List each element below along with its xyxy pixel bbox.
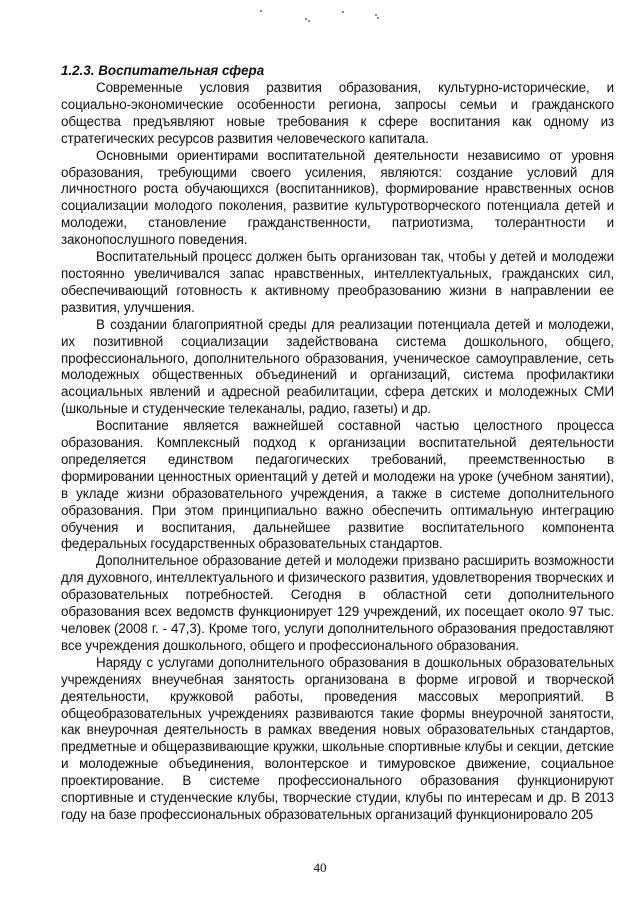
paragraph-7: Наряду с услугами дополнительного образования в дошкольных образовательных учреждениях внеучебная занятость организована в форме игровой и творческой деятельности, кружковой работы, проведения массовых мероприятий. В общеобразовательных учреждениях развиваются такие формы внеурочной занятости, как внеурочная деятельность в рамках введения новых образовательных стандартов, предметные и общеразвивающие кружки, школьные спортивные клубы и секции, детские и молодежные объединения, волонтерское и тимуровское движение, социальное проектирование. В системе профессионального образования функционируют спортивные и студенческие клубы, творческие студии, клубы по интересам и др. В 2013 году на базе профессиональных образовательных организаций функционировало 205 xyxy=(61,654,614,822)
paragraph-4: В создании благоприятной среды для реализации потенциала детей и молодежи, их позитивной социализации задействована система дошкольного, общего, профессионального, дополнительного образования, ученическое самоуправление, сеть молодежных общественных объединений и организаций, система профилактики асоциальных явлений и адресной реабилитации, сфера детских и молодежных СМИ (школьные и студенческие телеканалы, радио, газеты) и др. xyxy=(61,316,614,417)
paragraph-5: Воспитание является важнейшей составной частью целостного процесса образования. Комплексный подход к организации воспитательной деятельности определяется единством педагогических требований, преемственностью в формировании ценностных ориентаций у детей и молодежи на уроке (учебном занятии), в укладе жизни образовательного учреждения, а также в системе дополнительного образования. При этом принципиально важно обеспечить оптимальную интеграцию обучения и воспитания, дальнейшее развитие воспитательного компонента федеральных государственных образовательных стандартов. xyxy=(61,418,614,552)
paragraph-1: Современные условия развития образования, культурно-исторические, и социально-экономические особенности региона, запросы семьи и гражданского общества предъявляют новые требования к сфере воспитания как одному из стратегических ресурсов развития человеческого капитала. xyxy=(61,80,614,146)
paragraph-3: Воспитательный процесс должен быть организован так, чтобы у детей и молодежи постоянно увеличивался запас нравственных, интеллектуальных, гражданских сил, обеспечивающий готовность к активному преобразованию жизни в направлении ее развития, улучшения. xyxy=(61,249,614,315)
section-heading: 1.2.3. Воспитательная сфера xyxy=(61,63,265,78)
scan-artifacts xyxy=(250,8,390,24)
document-page xyxy=(61,62,614,824)
page-number: 40 xyxy=(313,860,327,875)
paragraph-6: Дополнительное образование детей и молодежи призвано расширить возможности для духовного, интеллектуального и физического развития, удовлетворения творческих и образовательных потребностей. Сегодня в областной сети дополнительного образования всех ведомств функционирует 129 учреждений, их посещает около 97 тыс. человек (2008 г. - 47,3). Кроме того, услуги дополнительного образования предоставляют все учреждения дошкольного, общего и профессионального образования. xyxy=(61,553,614,653)
paragraph-2: Основными ориентирами воспитательной деятельности независимо от уровня образования, требующими своего усиления, являются: создание условий для личностного роста обучающихся (воспитанников), формирование нравственных основ социализации молодого поколения, развитие культуротворческого потенциала детей и молодежи, становление гражданственности, патриотизма, толерантности и законопослушного поведения. xyxy=(61,147,614,248)
